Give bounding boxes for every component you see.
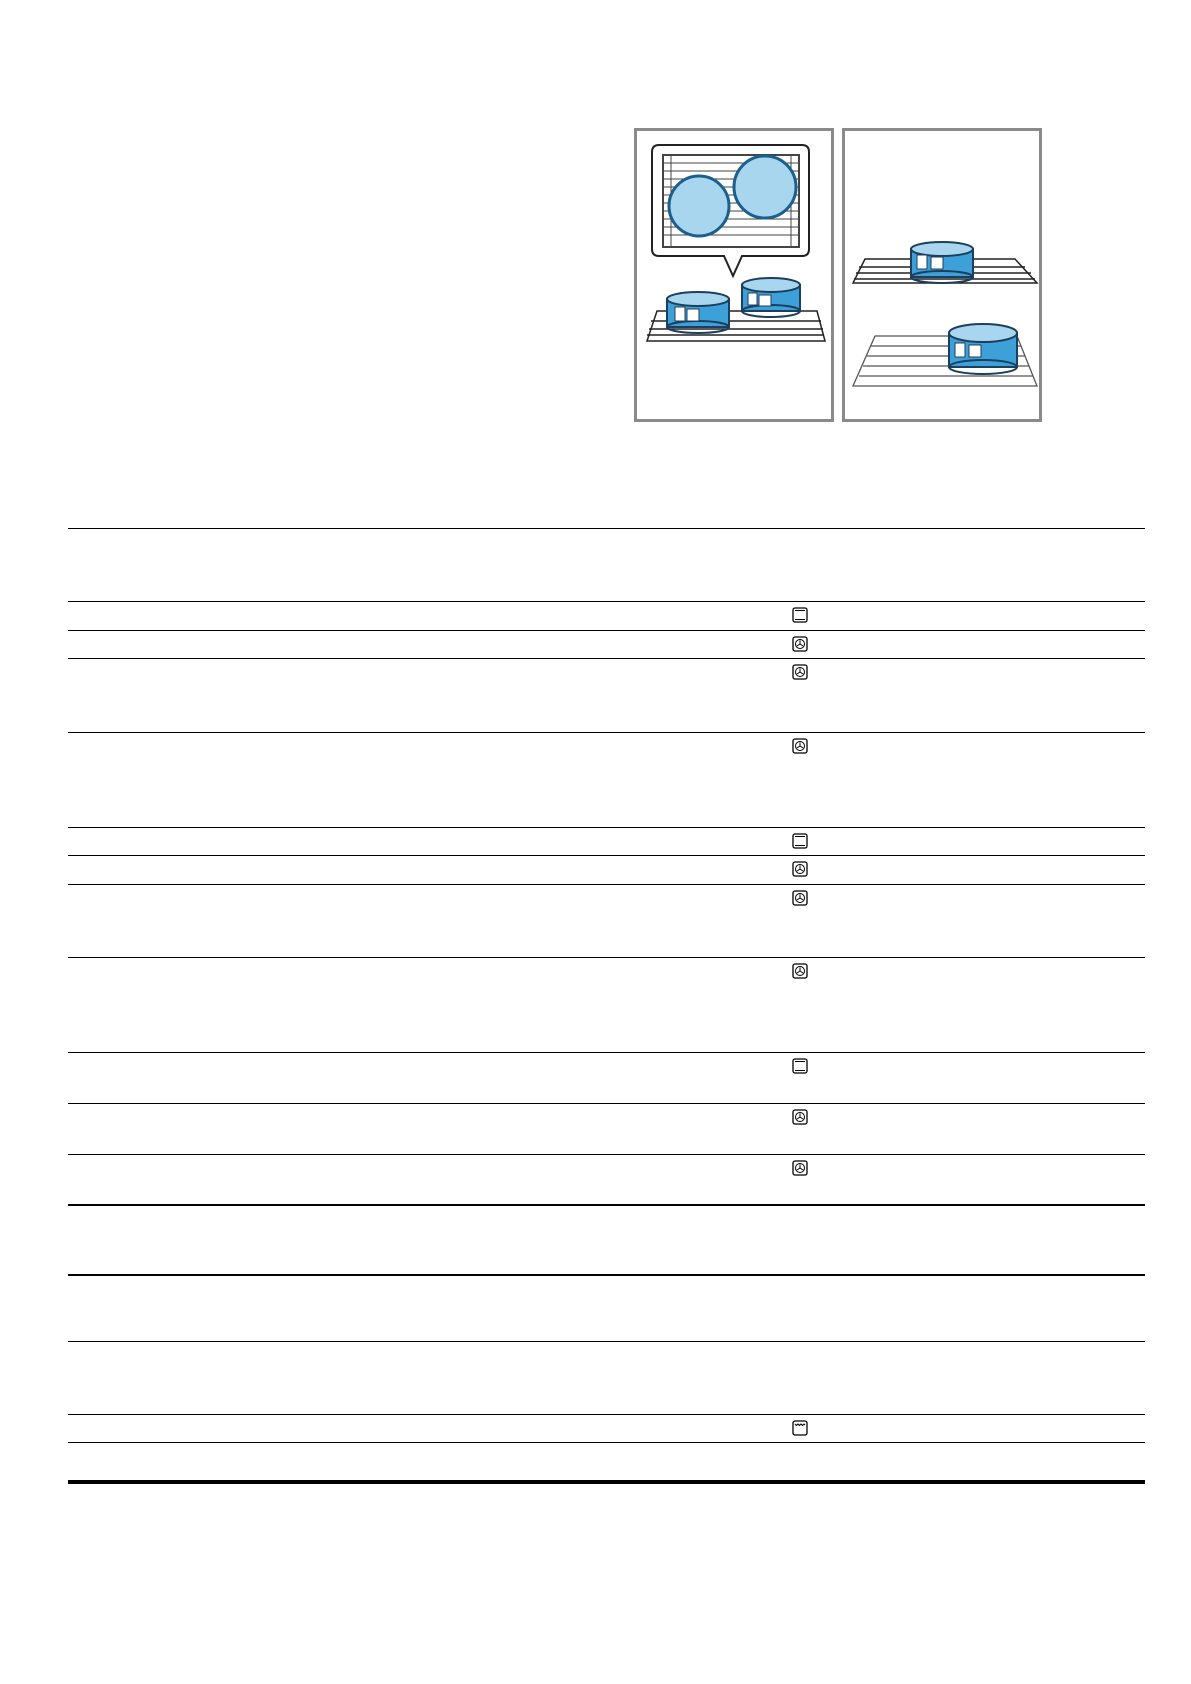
top-bottom-heat-icon [792,607,808,623]
table-section-rule [68,1204,1145,1206]
table-row-rule [68,732,1145,733]
table-row-rule [68,855,1145,856]
hot-air-icon [792,1109,808,1125]
table-header-rule [68,601,1145,602]
illustration-two-tins-two-shelves [842,128,1042,422]
table-row-rule [68,658,1145,659]
hot-air-icon [792,861,808,877]
table-row-rule [68,630,1145,631]
table-top-rule [68,528,1145,529]
table-row-rule [68,957,1145,958]
table-row-rule [68,1414,1145,1415]
hot-air-icon [792,636,808,652]
hot-air-icon [792,738,808,754]
table-row-rule [68,1052,1145,1053]
table-row-rule [68,827,1145,828]
table-row-rule [68,1341,1145,1342]
grill-icon [792,1420,808,1436]
table-section-rule [68,1274,1145,1276]
table-bottom-rule [68,1480,1145,1484]
table-row-rule [68,1154,1145,1155]
hot-air-icon [792,963,808,979]
tin-top-left [669,176,729,236]
illustration-two-tins-one-shelf [634,128,834,422]
top-bottom-heat-icon [792,833,808,849]
hot-air-icon [792,664,808,680]
table-row-rule [68,884,1145,885]
hot-air-icon [792,890,808,906]
tin-top-right [734,156,796,218]
top-bottom-heat-icon [792,1058,808,1074]
hot-air-icon [792,1160,808,1176]
table-row-rule [68,1103,1145,1104]
table-row-rule [68,1442,1145,1443]
